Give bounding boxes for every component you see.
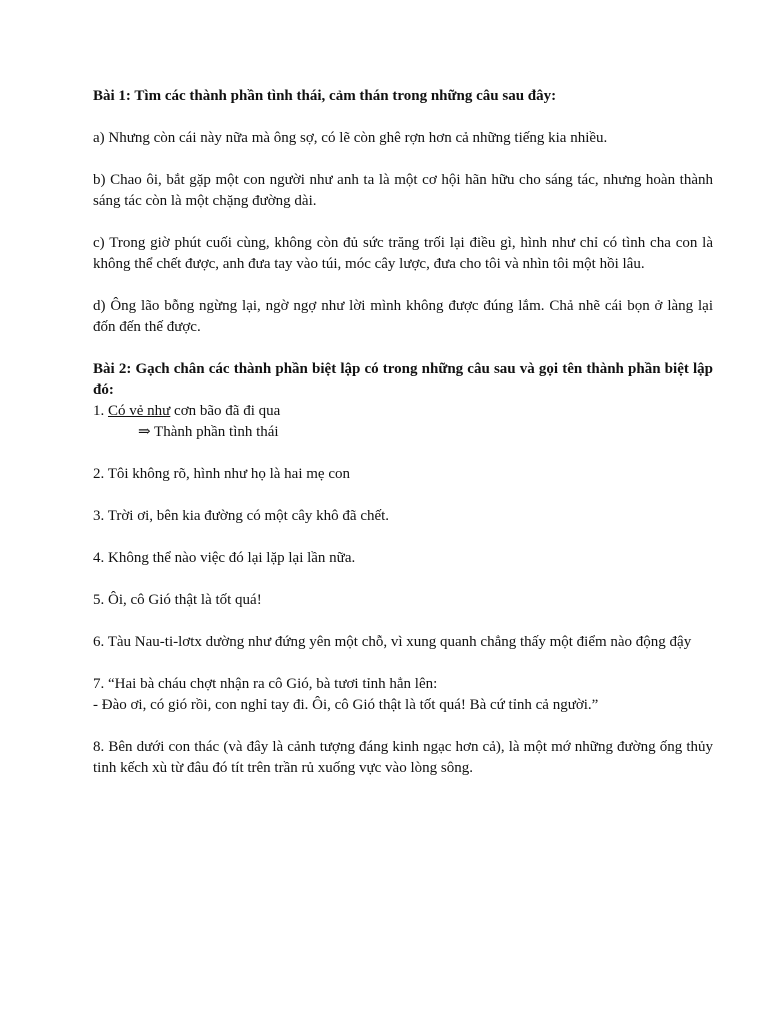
exercise-1-item-b: b) Chao ôi, bắt gặp một con người như anh ta là một cơ hội hãn hữu cho sáng tác, nhưng hoàn thành sáng tác còn là một chặng đường dài. bbox=[93, 172, 713, 209]
spacer bbox=[93, 107, 713, 128]
exercise-1-item-a: a) Nhưng còn cái này nữa mà ông sợ, có lẽ còn ghê rợn hơn cả những tiếng kia nhiều. bbox=[93, 130, 608, 146]
exercise-2-item-4: 4. Không thể nào việc đó lại lặp lại lần nữa. bbox=[93, 550, 356, 566]
spacer bbox=[93, 485, 713, 506]
document-page bbox=[93, 86, 713, 779]
spacer bbox=[93, 275, 713, 296]
exercise-2-item-7-line-2: - Đào ơi, có gió rồi, con nghỉ tay đi. Ôi, cô Gió thật là tốt quá! Bà cứ tỉnh cả người.” bbox=[93, 697, 599, 713]
exercise-2-item-3: 3. Trời ơi, bên kia đường có một cây khô đã chết. bbox=[93, 508, 390, 524]
exercise-2-item-1-answer: ⇒ Thành phần tình thái bbox=[138, 424, 279, 440]
exercise-2-item-8: 8. Bên dưới con thác (và đây là cảnh tượng đáng kinh ngạc hơn cả), là một mớ những đường ống thủy tinh kếch xù từ đâu đó tít trên trần rủ xuống vực vào lòng sông. bbox=[93, 739, 713, 776]
exercise-2-item-7-line-1: 7. “Hai bà cháu chợt nhận ra cô Gió, bà tươi tỉnh hẳn lên: bbox=[93, 676, 438, 692]
underlined-phrase: Có vẻ như bbox=[108, 403, 171, 419]
spacer bbox=[93, 527, 713, 548]
exercise-2-item-5: 5. Ôi, cô Gió thật là tốt quá! bbox=[93, 592, 262, 608]
exercise-1-heading: Bài 1: Tìm các thành phần tình thái, cảm thán trong những câu sau đây: bbox=[93, 88, 557, 104]
item-number: 1. bbox=[93, 403, 108, 419]
spacer bbox=[93, 569, 713, 590]
exercise-1-item-c: c) Trong giờ phút cuối cùng, không còn đủ sức trăng trối lại điều gì, hình như chỉ có tình cha con là không thể chết được, anh đưa tay vào túi, móc cây lược, đưa cho tôi và nhìn tôi một hồi lâu. bbox=[93, 235, 713, 272]
spacer bbox=[93, 212, 713, 233]
item-text: cơn bão đã đi qua bbox=[170, 403, 281, 419]
spacer bbox=[93, 611, 713, 632]
exercise-2-item-2: 2. Tôi không rõ, hình như họ là hai mẹ con bbox=[93, 466, 350, 482]
spacer bbox=[93, 653, 713, 674]
exercise-1-item-d: d) Ông lão bỗng ngừng lại, ngờ ngợ như lời mình không được đúng lắm. Chả nhẽ cái bọn ở làng lại đốn đến thế được. bbox=[93, 298, 713, 335]
spacer bbox=[93, 149, 713, 170]
spacer bbox=[93, 716, 713, 737]
exercise-2-heading: Bài 2: Gạch chân các thành phần biệt lập có trong những câu sau và gọi tên thành phần biệt lập đó: bbox=[93, 361, 713, 398]
exercise-2-item-6: 6. Tàu Nau-ti-lơtx dường như đứng yên một chỗ, vì xung quanh chẳng thấy một điểm nào động đậy bbox=[93, 634, 692, 650]
spacer bbox=[93, 443, 713, 464]
exercise-2-item-1 bbox=[93, 401, 713, 422]
spacer bbox=[93, 338, 713, 359]
